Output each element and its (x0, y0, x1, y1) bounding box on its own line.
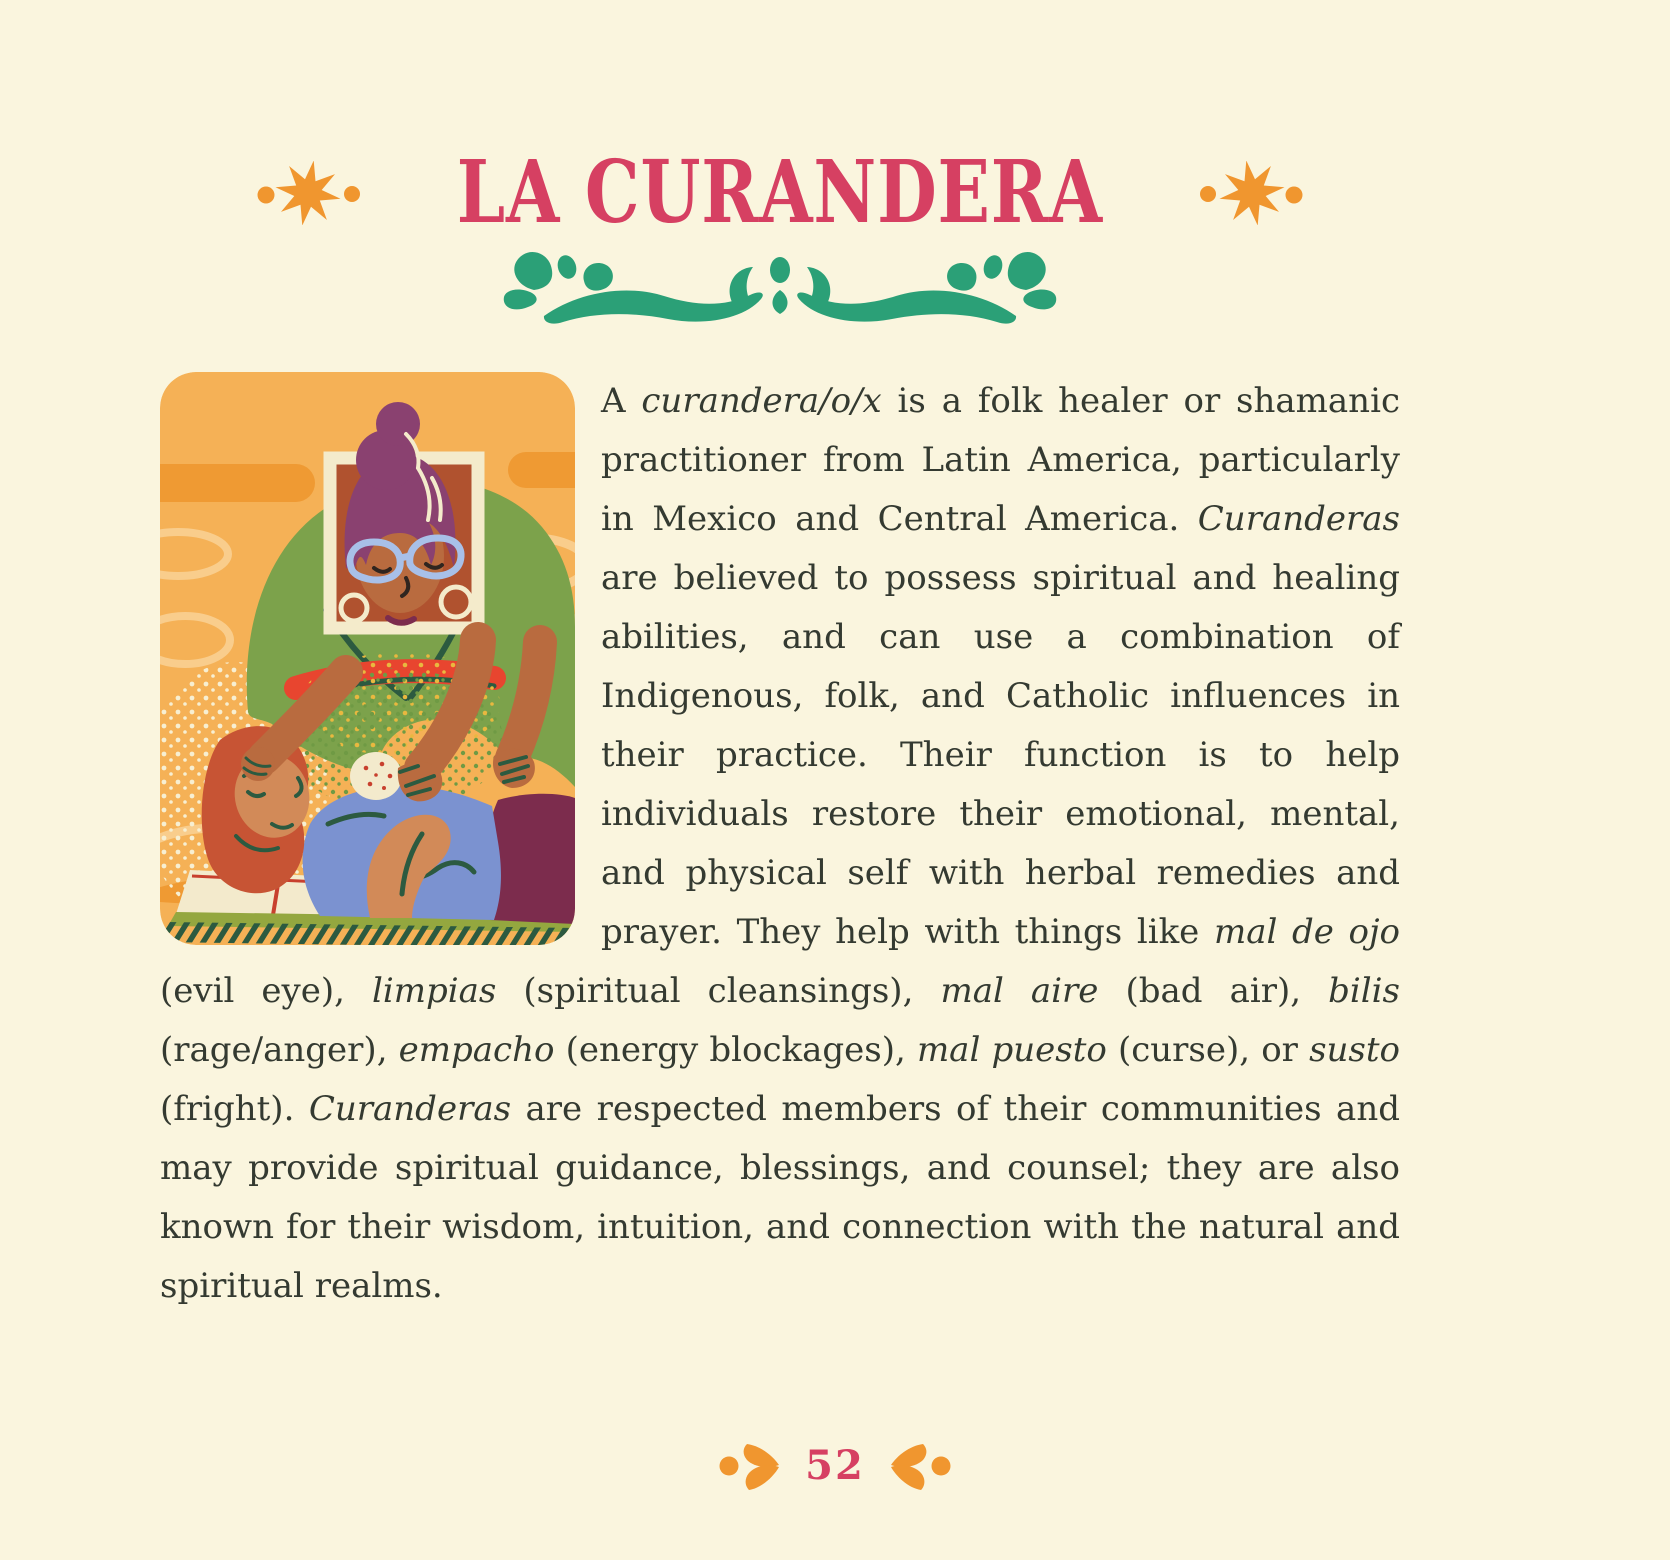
flourish-divider-icon (500, 246, 1060, 326)
title-star-ornament-left (256, 161, 360, 225)
curandera-illustration-svg (160, 372, 575, 945)
page-body (160, 372, 1400, 1316)
page-title: LA CURANDERA (456, 142, 1104, 243)
page-number: 52 (805, 1442, 865, 1489)
page-header (160, 0, 1400, 326)
footer-fleur-ornament-left (719, 1438, 785, 1494)
footer-fleur-ornament-right (885, 1438, 951, 1494)
title-star-ornament-right (1200, 161, 1304, 225)
body-paragraph: A curandera/o/x is a folk healer or shamanic practitioner from Latin America, particularly in Mexico and Central America. Curanderas are believed to possess spiritual and healing abilities, and can use a combination of Indigenous, folk, and Catholic influences in their practice. Their function is to help individuals restore their emotional, mental, and physical self with herbal remedies and prayer. They help with things like mal de ojo (evil eye), limpias (spiritual cleansings), mal aire (bad air), bilis (rage/anger), empacho (energy blockages), mal puesto (curse), or susto (fright). Curanderas are respected members of their communities and may provide spiritual guidance, blessings, and counsel; they are also known for their wisdom, intuition, and connection with the natural and spiritual realms. (160, 381, 1400, 1306)
curandera-illustration (160, 372, 575, 945)
page-footer (0, 1438, 1670, 1494)
